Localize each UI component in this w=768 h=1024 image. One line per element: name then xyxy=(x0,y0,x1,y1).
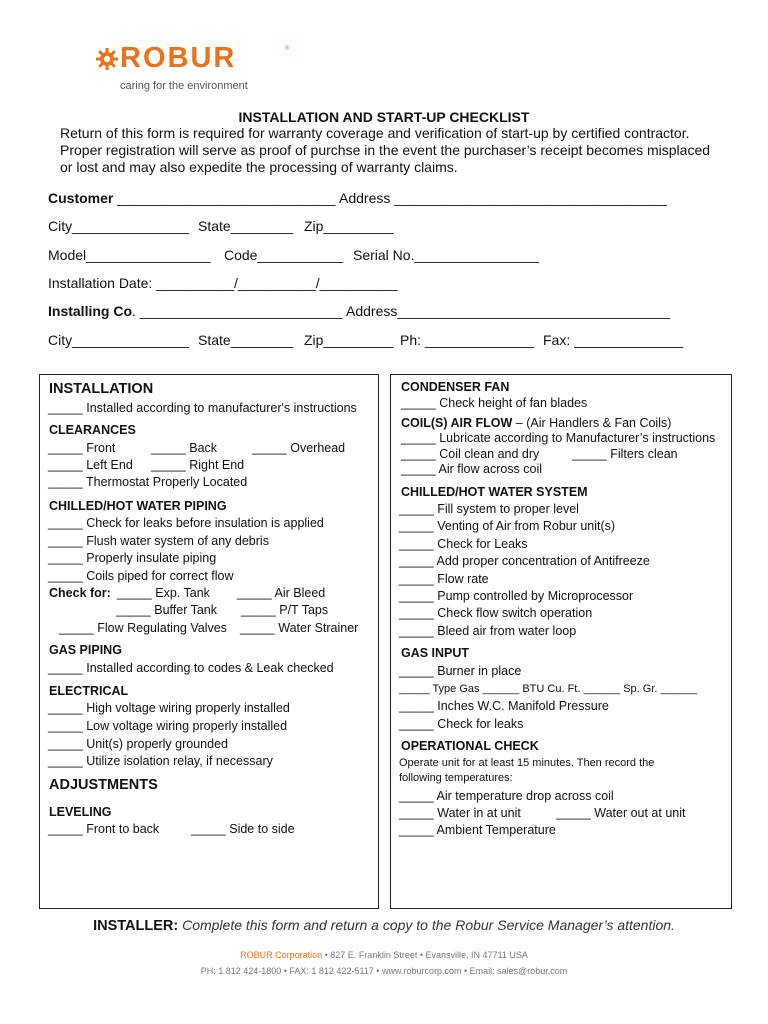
installer-label: INSTALLER: xyxy=(93,918,179,934)
check-water-in[interactable]: _____ Water in at unit xyxy=(399,806,521,820)
check-relay[interactable]: _____ Utilize isolation relay, if necessary xyxy=(48,754,273,768)
chw-piping-heading: CHILLED/HOT WATER PIPING xyxy=(49,499,227,513)
installation-heading: INSTALLATION xyxy=(49,381,154,397)
address-label: Address xyxy=(339,190,391,206)
operational-note-1: Operate unit for at least 15 minutes. Then record the xyxy=(399,757,655,769)
check-fill-system[interactable]: _____ Fill system to proper level xyxy=(399,502,579,516)
check-grounded[interactable]: _____ Unit(s) properly grounded xyxy=(48,737,228,751)
adjustments-heading: ADJUSTMENTS xyxy=(49,777,158,793)
check-burner[interactable]: _____ Burner in place xyxy=(399,664,522,678)
check-gas-leaks[interactable]: _____ Check for leaks xyxy=(399,717,524,731)
check-front-to-back[interactable]: _____ Front to back xyxy=(48,822,160,836)
footer-address-text: • 827 E. Franklin Street • Evansville, IN 47711 USA xyxy=(322,950,528,960)
serial-field[interactable]: Serial No.________________ xyxy=(353,247,540,263)
chw-system-heading: CHILLED/HOT WATER SYSTEM xyxy=(401,485,588,499)
installation-panel xyxy=(39,374,379,909)
gas-piping-heading: GAS PIPING xyxy=(49,643,122,657)
check-right-end[interactable]: _____ Right End xyxy=(151,458,245,472)
condenser-fan-heading: CONDENSER FAN xyxy=(401,380,510,394)
installing-state-field[interactable]: State________ xyxy=(198,332,293,348)
installing-address-field[interactable]: Address___________________________________ xyxy=(346,303,670,319)
check-buffer-tank[interactable]: _____ Buffer Tank xyxy=(116,603,218,617)
intro-line-1: Return of this form is required for warranty coverage and verification of start-up by certified contractor. xyxy=(60,125,690,141)
check-flow-rate[interactable]: _____ Flow rate xyxy=(399,572,489,586)
logo-wordmark: ROBUR xyxy=(120,42,237,74)
check-antifreeze[interactable]: _____ Add proper concentration of Antifreeze xyxy=(399,554,650,568)
installer-instruction xyxy=(0,917,768,934)
operational-note-2: following temperatures: xyxy=(399,772,513,784)
check-for-label: Check for: xyxy=(49,586,111,600)
intro-line-3: or lost and may also expedite the processing of warranty claims. xyxy=(60,159,458,175)
check-low-voltage[interactable]: _____ Low voltage wiring properly installed xyxy=(48,719,288,733)
operational-check-heading: OPERATIONAL CHECK xyxy=(401,739,539,753)
logo-trademark: ® xyxy=(285,46,290,52)
check-installed-manufacturer[interactable]: _____ Installed according to manufacturer's instructions xyxy=(48,401,357,415)
check-temp-drop[interactable]: _____ Air temperature drop across coil xyxy=(399,789,614,803)
installing-zip-field[interactable]: Zip_________ xyxy=(304,332,394,348)
fax-field[interactable]: Fax: ______________ xyxy=(543,332,684,348)
check-fan-blades[interactable]: _____ Check height of fan blades xyxy=(401,396,588,410)
installer-text: Complete this form and return a copy to the Robur Service Manager’s attention. xyxy=(178,917,675,933)
coils-airflow-label: COIL(S) AIR FLOW xyxy=(401,416,513,430)
electrical-heading: ELECTRICAL xyxy=(49,684,129,698)
check-thermostat[interactable]: _____ Thermostat Properly Located xyxy=(48,475,248,489)
check-high-voltage[interactable]: _____ High voltage wiring properly installed xyxy=(48,701,290,715)
check-water-out[interactable]: _____ Water out at unit xyxy=(556,806,686,820)
gas-input-heading: GAS INPUT xyxy=(401,646,470,660)
check-pump[interactable]: _____ Pump controlled by Microprocessor xyxy=(399,589,634,603)
address-field[interactable] xyxy=(339,190,667,206)
installing-co-field[interactable] xyxy=(48,303,342,319)
check-leaks-insulation[interactable]: _____ Check for leaks before insulation is applied xyxy=(48,516,324,530)
coils-airflow-heading xyxy=(401,416,671,430)
city-field[interactable]: City_______________ xyxy=(48,218,189,234)
installation-date-field[interactable]: Installation Date: __________/__________/__________ xyxy=(48,275,398,291)
check-coils-piped[interactable]: _____ Coils piped for correct flow xyxy=(48,569,234,583)
startup-panel xyxy=(390,374,732,909)
page-title: INSTALLATION AND START-UP CHECKLIST xyxy=(238,109,530,125)
check-air-bleed[interactable]: _____ Air Bleed xyxy=(237,586,326,600)
customer-blank: ____________________________ xyxy=(113,190,336,206)
check-water-strainer[interactable]: _____ Water Strainer xyxy=(240,621,359,635)
check-venting[interactable]: _____ Venting of Air from Robur unit(s) xyxy=(399,519,616,533)
check-pt-taps[interactable]: _____ P/T Taps xyxy=(241,603,329,617)
check-coil-clean[interactable]: _____ Coil clean and dry xyxy=(401,447,540,461)
code-field[interactable]: Code___________ xyxy=(224,247,344,263)
check-back[interactable]: _____ Back xyxy=(151,441,218,455)
check-filters-clean[interactable]: _____ Filters clean xyxy=(572,447,678,461)
state-field[interactable]: State________ xyxy=(198,218,293,234)
installing-city-field[interactable]: City_______________ xyxy=(48,332,189,348)
check-insulate[interactable]: _____ Properly insulate piping xyxy=(48,551,217,565)
leveling-heading: LEVELING xyxy=(49,805,112,819)
type-gas-field[interactable]: _____ Type Gas ______ BTU Cu. Ft. ______ Sp. Gr. ______ xyxy=(399,683,698,695)
coils-airflow-note: – (Air Handlers & Fan Coils) xyxy=(512,416,672,430)
footer-address xyxy=(0,950,768,960)
check-bleed-air[interactable]: _____ Bleed air from water loop xyxy=(399,624,577,638)
check-front[interactable]: _____ Front xyxy=(48,441,116,455)
logo-tagline: caring for the environment xyxy=(120,80,248,92)
check-side-to-side[interactable]: _____ Side to side xyxy=(191,822,295,836)
check-exp-tank[interactable]: _____ Exp. Tank xyxy=(117,586,210,600)
check-left-end[interactable]: _____ Left End xyxy=(48,458,133,472)
check-gas-installed[interactable]: _____ Installed according to codes & Leak checked xyxy=(48,661,334,675)
check-leaks-system[interactable]: _____ Check for Leaks xyxy=(399,537,528,551)
intro-line-2: Proper registration will serve as proof of purchse in the event the purchaser’s receipt becomes misplaced xyxy=(60,142,711,158)
check-overhead[interactable]: _____ Overhead xyxy=(252,441,346,455)
gear-icon xyxy=(96,48,118,70)
robur-logo xyxy=(96,44,296,94)
customer-field[interactable] xyxy=(48,190,335,206)
address-blank: ___________________________________ xyxy=(390,190,667,206)
check-ambient[interactable]: _____ Ambient Temperature xyxy=(399,823,556,837)
installing-co-blank: . __________________________ xyxy=(132,303,343,319)
customer-label: Customer xyxy=(48,190,114,206)
check-flow-switch[interactable]: _____ Check flow switch operation xyxy=(399,606,593,620)
zip-field[interactable]: Zip_________ xyxy=(304,218,394,234)
phone-field[interactable]: Ph: ______________ xyxy=(400,332,534,348)
clearances-heading: CLEARANCES xyxy=(49,423,136,437)
installing-co-label: Installing Co xyxy=(48,303,132,319)
check-lubricate[interactable]: _____ Lubricate according to Manufacturer’s instructions xyxy=(401,431,716,445)
check-manifold-pressure[interactable]: _____ Inches W.C. Manifold Pressure xyxy=(399,699,609,713)
check-air-flow[interactable]: _____ Air flow across coil xyxy=(401,462,543,476)
check-flush[interactable]: _____ Flush water system of any debris xyxy=(48,534,269,548)
footer-corp-name: ROBUR Corporation xyxy=(240,950,323,960)
check-flow-valves[interactable]: _____ Flow Regulating Valves xyxy=(59,621,227,635)
footer-contact: PH: 1 812 424-1800 • FAX: 1 812 422-5117 • www.roburcorp.com • Email: sales@robur.com xyxy=(200,966,568,976)
model-field[interactable]: Model________________ xyxy=(48,247,211,263)
